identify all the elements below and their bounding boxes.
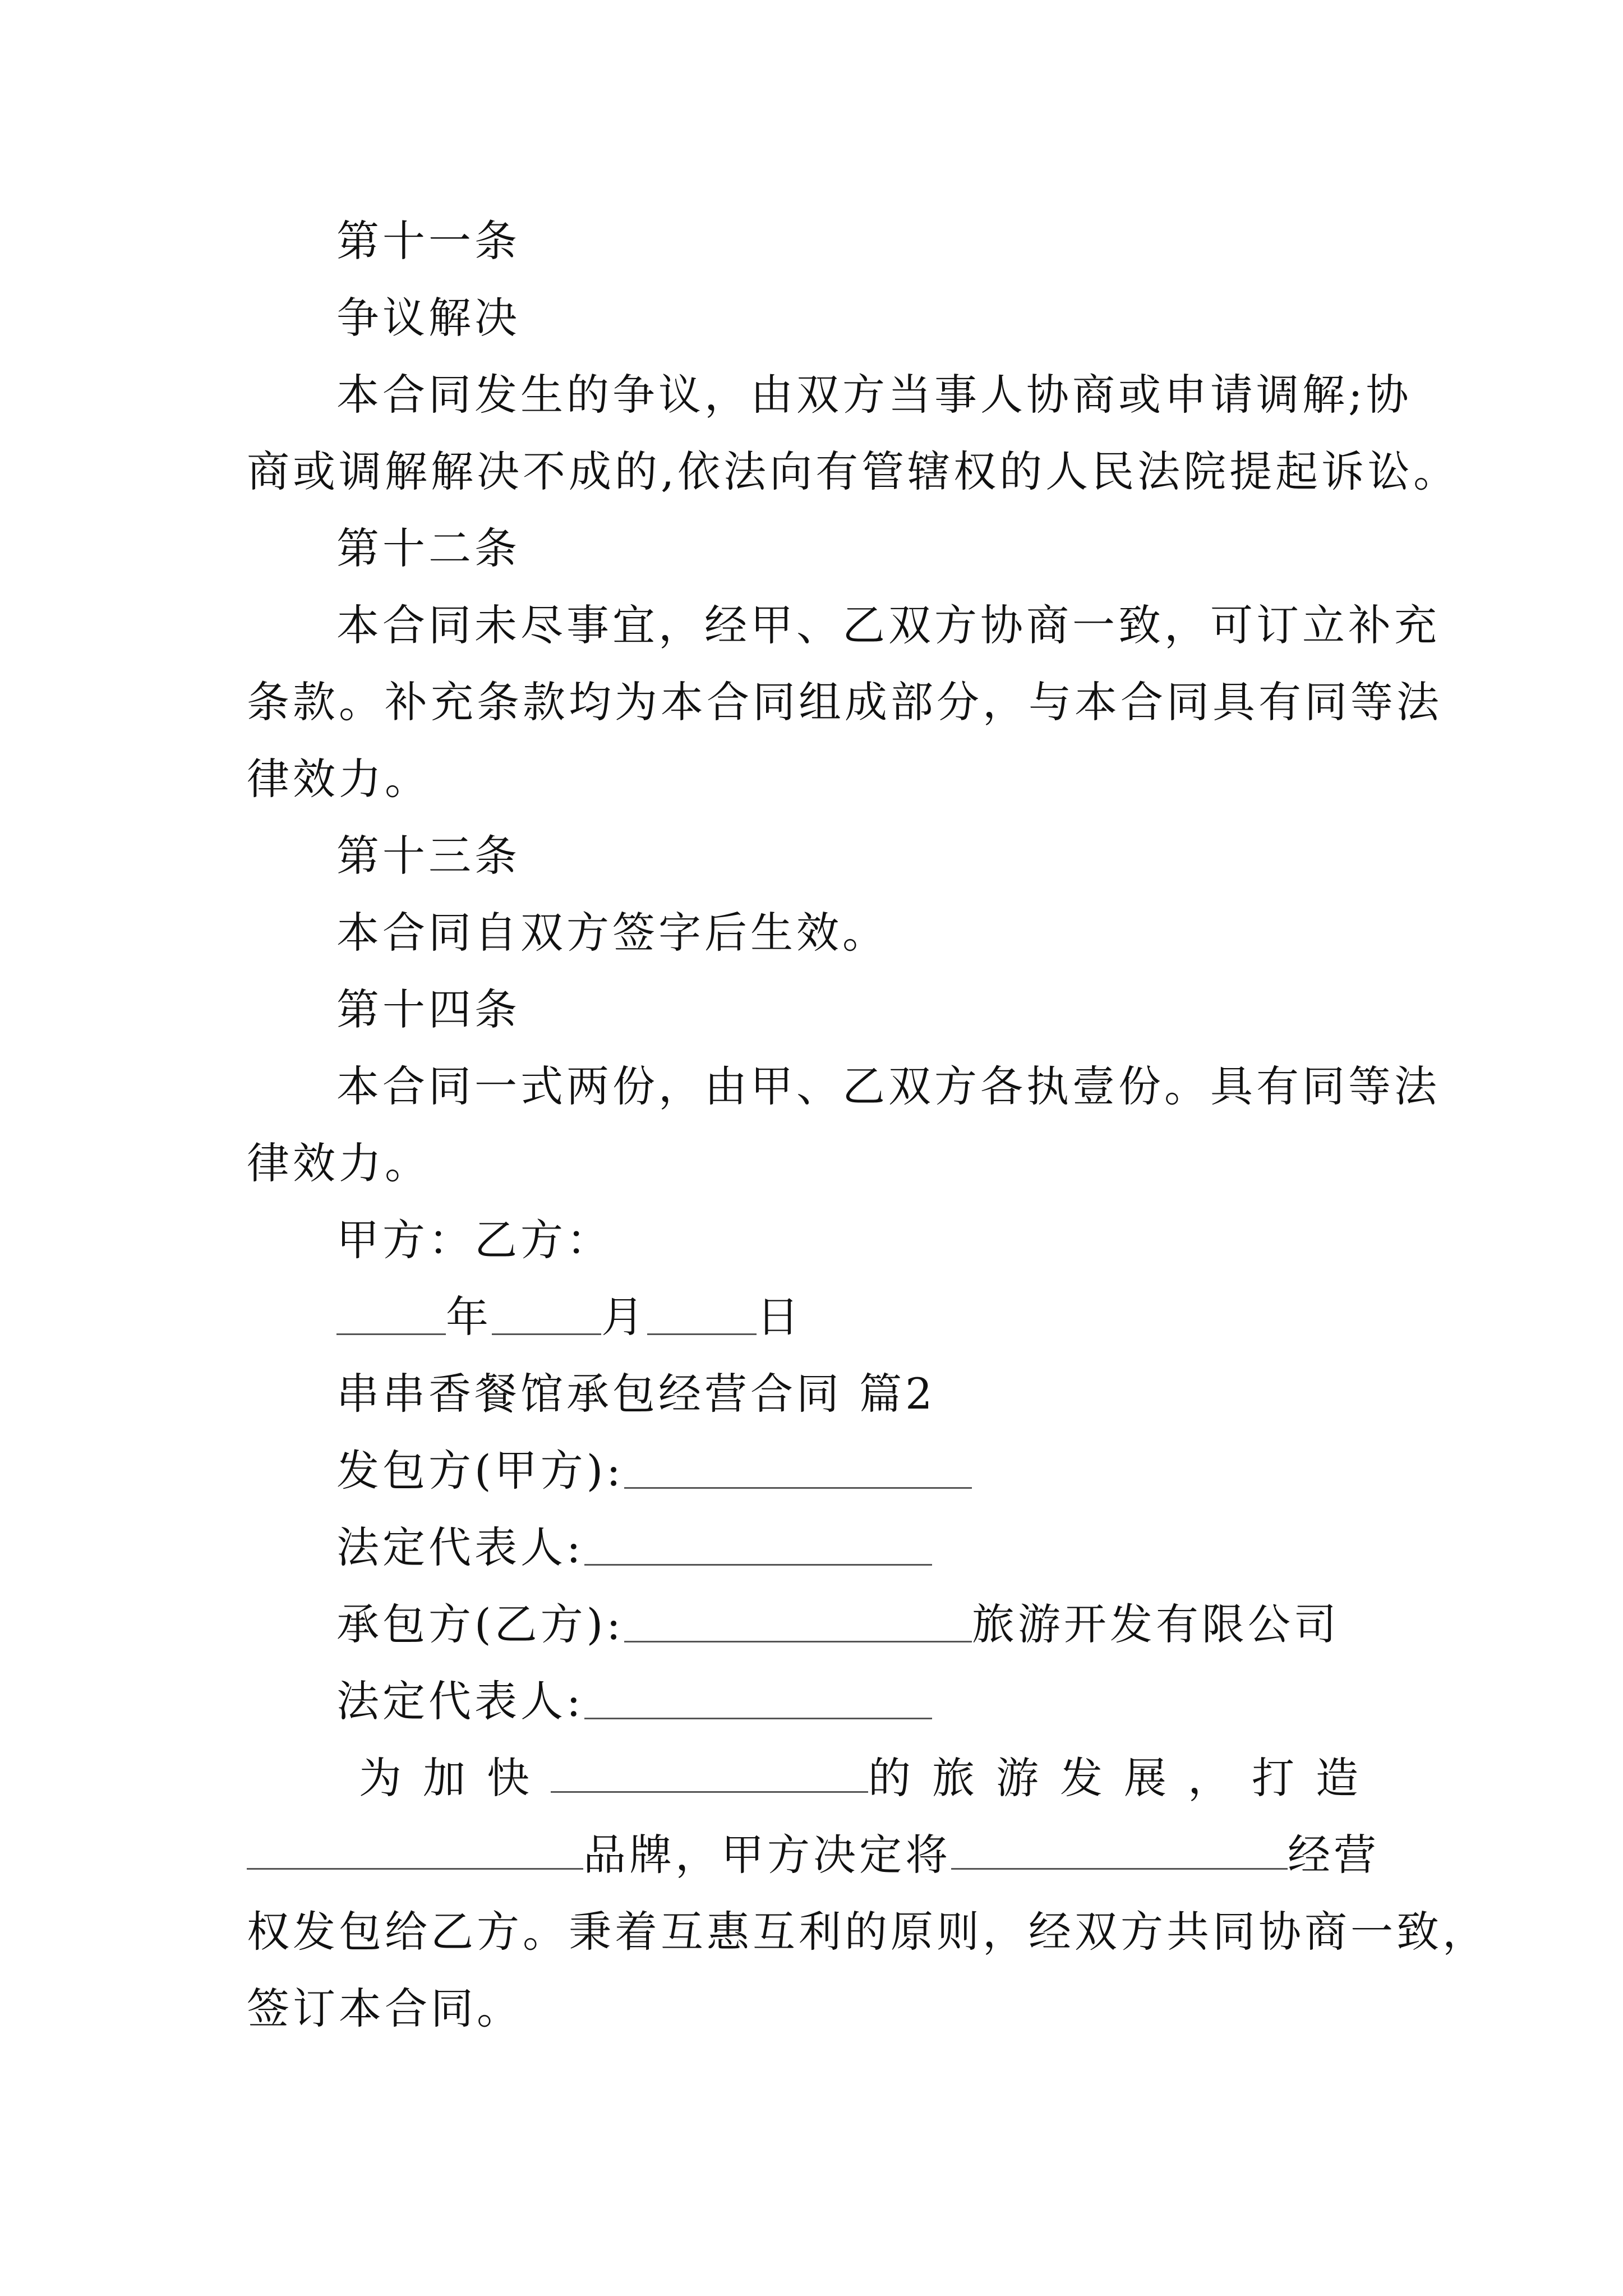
date-year-blank [336,1294,446,1335]
employer-label: 发包方(甲方): [336,1446,624,1496]
article-14-heading: 第十四条 [336,984,520,1034]
article-11-subheading: 争议解决 [336,293,520,343]
contractor-label: 承包方(乙方): [336,1599,624,1649]
intro-text: 经营 [1288,1830,1380,1880]
date-month-blank [492,1294,601,1335]
signature-parties: 甲方：乙方： [336,1215,612,1265]
section-2-title: 串串香餐馆承包经营合同 篇2 [336,1369,936,1419]
intro-paragraph-line: 签订本合同。 [247,1984,523,2033]
article-12-paragraph-line: 本合同未尽事宜，经甲、乙双方协商一致，可订立补充 [336,600,1440,650]
contractor-suffix: 旅游开发有限公司 [971,1599,1340,1649]
employer-blank [624,1448,972,1489]
article-11-paragraph-line: 商或调解解决不成的,依法向有管辖权的人民法院提起诉讼。 [247,447,1460,496]
article-13-paragraph: 本合同自双方签字后生效。 [336,908,888,958]
intro-paragraph-line [247,1827,1380,1883]
article-11-heading: 第十一条 [336,216,520,266]
date-day-blank [647,1294,757,1335]
intro-text: 为加快 [359,1753,551,1803]
brand-blank [247,1829,583,1870]
article-11-paragraph-line: 本合同发生的争议，由双方当事人协商或申请调解;协 [336,370,1412,420]
legal-rep-blank [584,1525,932,1566]
region-blank [551,1752,868,1793]
intro-paragraph-line [336,1750,1380,1806]
article-12-paragraph-line: 条款。补充条款均为本合同组成部分，与本合同具有同等法 [247,677,1442,727]
article-13-heading: 第十三条 [336,831,520,881]
contractor-line [336,1596,1380,1653]
article-14-paragraph-line: 律效力。 [247,1138,431,1188]
article-12-paragraph-line: 律效力。 [247,754,431,804]
intro-paragraph-line: 权发包给乙方。秉着互惠互利的原则，经双方共同协商一致， [247,1907,1488,1957]
article-12-heading: 第十二条 [336,523,520,573]
intro-text: 品牌，甲方决定将 [583,1830,951,1880]
legal-rep-line [336,1520,1380,1576]
date-day-label: 日 [757,1292,803,1342]
legal-rep-blank [584,1678,932,1719]
legal-rep-line [336,1673,1380,1729]
contractor-blank [624,1602,972,1642]
intro-text: 的旅游发展，打造 [868,1753,1380,1803]
signature-date-line [336,1289,1380,1345]
article-14-paragraph-line: 本合同一式两份，由甲、乙双方各执壹份。具有同等法 [336,1061,1440,1111]
date-month-label: 月 [601,1292,647,1342]
date-year-label: 年 [446,1292,492,1342]
legal-rep-label: 法定代表人: [336,1676,584,1726]
employer-line [336,1443,1380,1499]
legal-rep-label: 法定代表人: [336,1522,584,1572]
business-blank [951,1829,1288,1870]
